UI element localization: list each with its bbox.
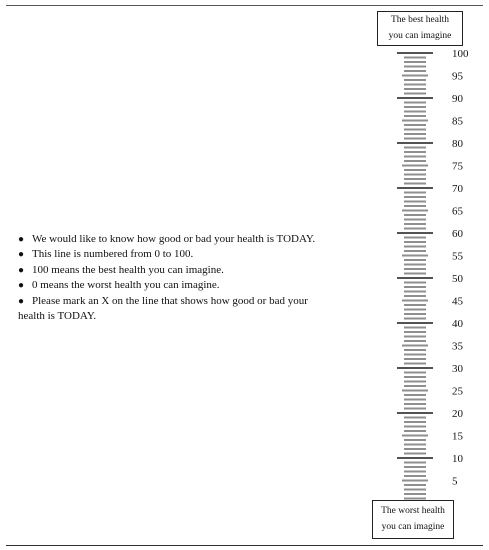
scale-tick-label: 65	[452, 205, 463, 218]
best-health-label	[377, 11, 463, 46]
instruction-text: We would like to know how good or bad your health is TODAY.	[32, 233, 316, 245]
best-health-label-line-1: The best health	[390, 15, 450, 25]
worst-health-label-line-2: you can imagine	[381, 522, 445, 532]
bullet-icon: ●	[18, 249, 25, 261]
scale-tick-label: 60	[452, 228, 463, 240]
health-scale[interactable]	[380, 45, 480, 505]
scale-tick-label: 95	[452, 70, 463, 83]
bullet-icon: ●	[18, 295, 25, 307]
bullet-icon: ●	[18, 234, 25, 245]
scale-tick-label: 30	[452, 363, 463, 375]
instruction-item	[18, 294, 356, 309]
scale-tick-label: 15	[452, 430, 463, 443]
scale-tick-label: 50	[452, 273, 463, 285]
scale-tick-label: 35	[452, 340, 463, 353]
instruction-item	[18, 278, 356, 293]
scale-tick-label: 45	[452, 295, 463, 308]
instruction-text: 0 means the worst health you can imagine.	[32, 279, 220, 292]
scale-tick-label: 5	[452, 475, 458, 488]
scale-tick-label: 20	[452, 408, 463, 420]
instruction-text: 100 means the best health you can imagine.	[32, 263, 224, 276]
scale-tick-label: 25	[452, 385, 463, 398]
scale-tick-label: 70	[452, 183, 463, 195]
bottom-rule	[6, 545, 483, 546]
scale-tick-label: 40	[452, 318, 463, 330]
scale-tick-label: 10	[452, 453, 463, 465]
bullet-icon: ●	[18, 280, 25, 292]
instruction-text: Please mark an X on the line that shows how good or bad your	[32, 294, 308, 307]
top-rule	[6, 5, 483, 6]
instruction-item	[18, 247, 356, 262]
scale-tick-label: 90	[452, 93, 463, 105]
best-health-label-line-2: you can imagine	[388, 31, 452, 41]
scale-tick-label: 100	[452, 48, 469, 60]
scale-tick-label: 80	[452, 138, 463, 150]
instruction-continuation: health is TODAY.	[18, 310, 97, 323]
instruction-text: This line is numbered from 0 to 100.	[32, 248, 194, 261]
bullet-icon: ●	[18, 264, 25, 276]
instructions-list	[18, 232, 356, 324]
scale-tick-label: 75	[452, 160, 463, 173]
instruction-item	[18, 232, 356, 247]
worst-health-label	[372, 500, 454, 539]
instruction-item	[18, 263, 356, 278]
scale-tick-label: 55	[452, 250, 463, 263]
worst-health-label-line-1: The worst health	[381, 506, 445, 516]
scale-tick-label: 85	[452, 115, 463, 128]
